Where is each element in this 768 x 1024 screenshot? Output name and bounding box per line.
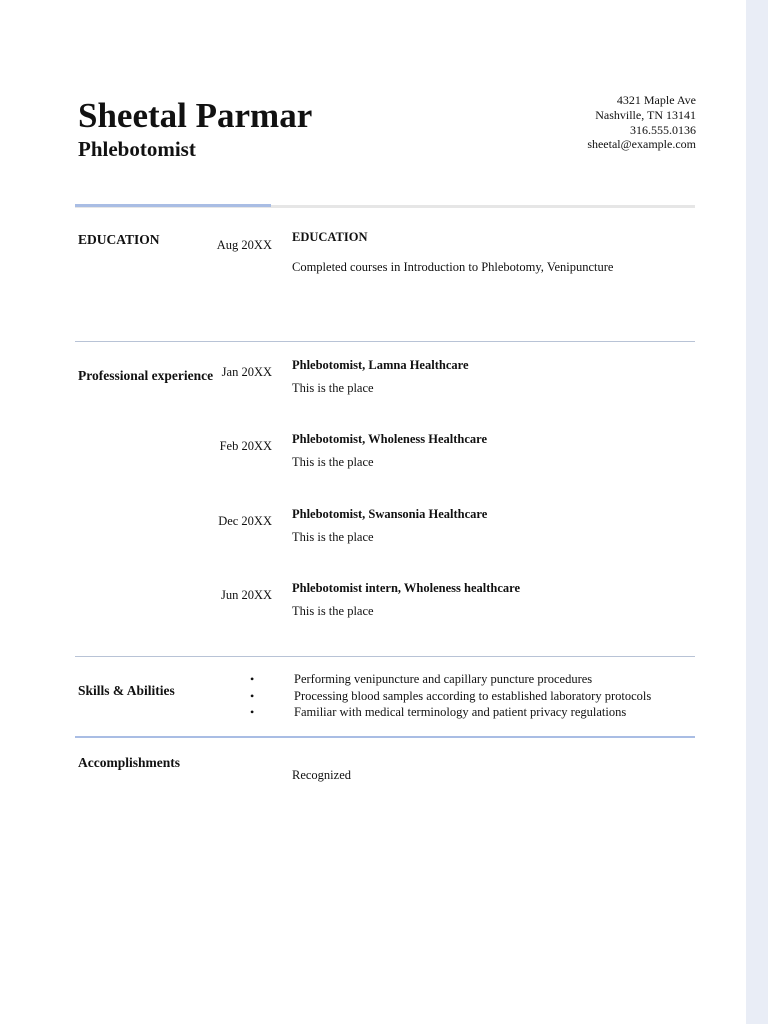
experience-description: This is the place: [292, 455, 374, 469]
contact-phone: 316.555.0136: [630, 122, 696, 137]
education-date: Aug 20XX: [216, 238, 272, 252]
page-side-strip: [746, 0, 768, 1024]
skill-text: Processing blood samples according to established laboratory protocols: [294, 688, 652, 703]
experience-description: This is the place: [292, 530, 374, 544]
contact-email: sheetal@example.com: [587, 137, 696, 152]
education-title: EDUCATION: [292, 230, 368, 244]
accomplishments-heading: Accomplishments: [78, 755, 180, 770]
contact-address: 4321 Maple Ave: [616, 93, 696, 107]
education-description: Completed courses in Introduction to Phlebotomy, Venipuncture: [292, 260, 614, 274]
contact-city: Nashville, TN 13141: [595, 107, 696, 122]
candidate-name: Sheetal Parmar: [78, 96, 313, 135]
experience-description: This is the place: [292, 381, 374, 395]
skills-heading: Skills & Abilities: [78, 683, 175, 698]
skills-list: [246, 671, 652, 721]
bullet-icon: •: [250, 672, 255, 686]
bullet-icon: •: [250, 688, 255, 703]
section-divider: [75, 656, 695, 657]
header-divider-accent: [75, 204, 271, 207]
experience-date: Feb 20XX: [219, 439, 272, 453]
list-item: [246, 688, 652, 705]
experience-date: Jan 20XX: [221, 365, 272, 379]
section-divider: [75, 341, 695, 342]
experience-title: Phlebotomist intern, Wholeness healthcare: [292, 581, 521, 595]
list-item: [246, 704, 636, 721]
experience-date: Jun 20XX: [220, 588, 272, 602]
bullet-icon: •: [250, 705, 255, 719]
experience-date: Dec 20XX: [218, 514, 272, 528]
skill-text: Familiar with medical terminology and patient privacy regulations: [294, 705, 627, 719]
experience-title: Phlebotomist, Swansonia Healthcare: [292, 507, 488, 521]
education-heading: EDUCATION: [78, 232, 160, 247]
section-divider: [75, 736, 695, 738]
skill-text: Performing venipuncture and capillary puncture procedures: [294, 672, 593, 686]
experience-title: Phlebotomist, Wholeness Healthcare: [292, 432, 488, 446]
experience-heading: Professional experience: [78, 368, 214, 383]
list-item: [246, 671, 636, 688]
candidate-role: Phlebotomist: [78, 137, 196, 161]
experience-description: This is the place: [292, 604, 374, 618]
experience-title: Phlebotomist, Lamna Healthcare: [292, 358, 469, 372]
contact-block: [560, 93, 696, 152]
accomplishments-text: Recognized: [292, 768, 352, 782]
